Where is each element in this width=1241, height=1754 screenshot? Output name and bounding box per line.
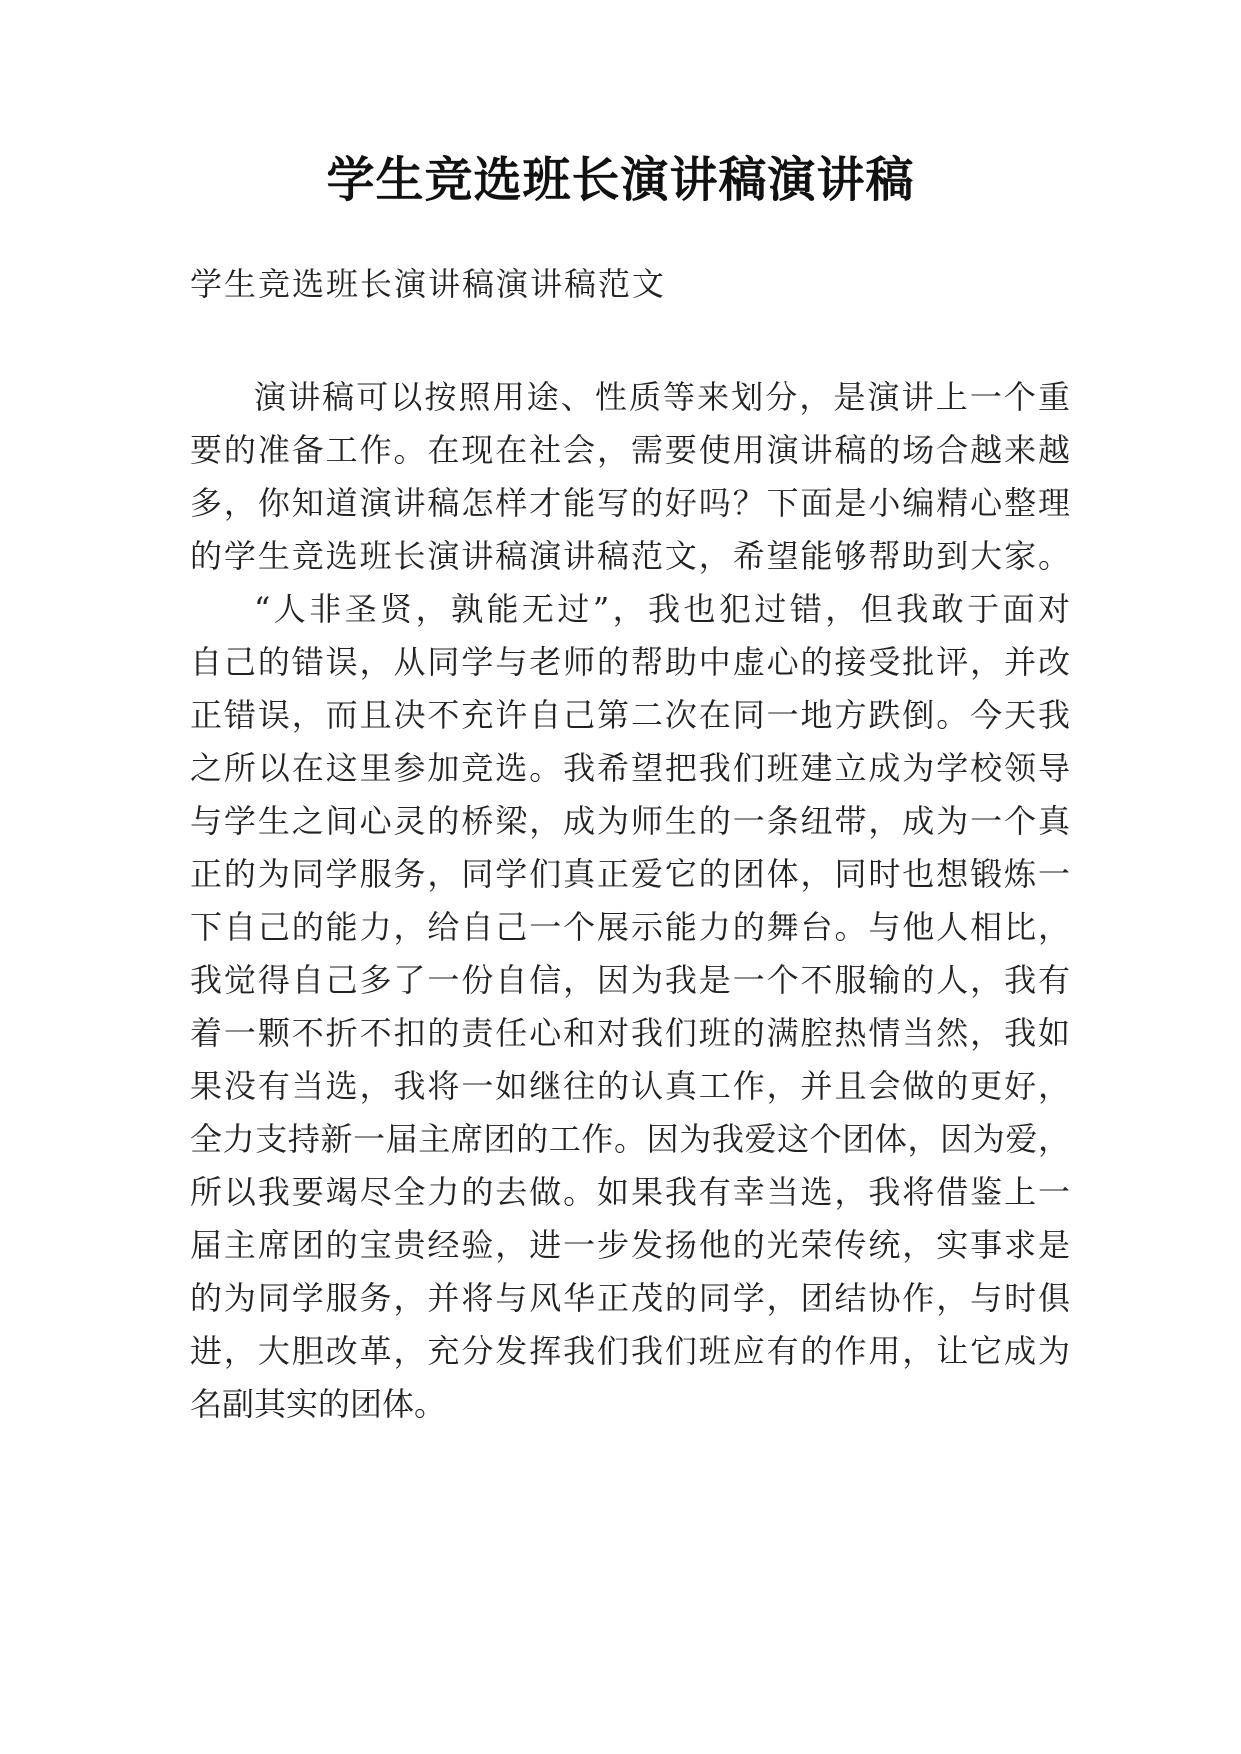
text-line: 着一颗不折不扣的责任心和对我们班的满腔热情当然，我如 [190, 1014, 1070, 1052]
text-line: “人非圣贤，孰能无过”，我也犯过错，但我敢于面对 [254, 590, 1070, 628]
text-line: 的学生竞选班长演讲稿演讲稿范文，希望能够帮助到大家。 [190, 537, 1070, 575]
text-line: 正错误，而且决不充许自己第二次在同一地方跌倒。今天我 [190, 696, 1070, 734]
text-line: 果没有当选，我将一如继往的认真工作，并且会做的更好， [190, 1067, 1070, 1105]
text-line: 自己的错误，从同学与老师的帮助中虚心的接受批评，并改 [190, 643, 1070, 681]
text-line: 之所以在这里参加竞选。我希望把我们班建立成为学校领导 [190, 749, 1070, 787]
document-title: 学生竞选班长演讲稿演讲稿 [326, 152, 915, 208]
text-line: 进，大胆改革，充分发挥我们我们班应有的作用，让它成为 [190, 1332, 1070, 1370]
text-line: 下自己的能力，给自己一个展示能力的舞台。与他人相比， [190, 908, 1070, 946]
text-line: 演讲稿可以按照用途、性质等来划分，是演讲上一个重 [254, 378, 1070, 416]
text-line: 届主席团的宝贵经验，进一步发扬他的光荣传统，实事求是 [190, 1226, 1070, 1264]
document-subtitle: 学生竞选班长演讲稿演讲稿范文 [190, 265, 667, 303]
text-line: 的为同学服务，并将与风华正茂的同学，团结协作，与时俱 [190, 1279, 1070, 1317]
text-line: 名副其实的团体。 [190, 1385, 447, 1423]
text-line: 要的准备工作。在现在社会，需要使用演讲稿的场合越来越 [190, 431, 1070, 469]
text-line: 多，你知道演讲稿怎样才能写的好吗？下面是小编精心整理 [190, 484, 1070, 522]
text-line: 我觉得自己多了一份自信，因为我是一个不服输的人，我有 [190, 961, 1070, 999]
text-line: 正的为同学服务，同学们真正爱它的团体，同时也想锻炼一 [190, 855, 1070, 893]
text-line: 所以我要竭尽全力的去做。如果我有幸当选，我将借鉴上一 [190, 1173, 1070, 1211]
text-line: 全力支持新一届主席团的工作。因为我爱这个团体，因为爱， [190, 1120, 1070, 1158]
text-line: 与学生之间心灵的桥梁，成为师生的一条纽带，成为一个真 [190, 802, 1070, 840]
